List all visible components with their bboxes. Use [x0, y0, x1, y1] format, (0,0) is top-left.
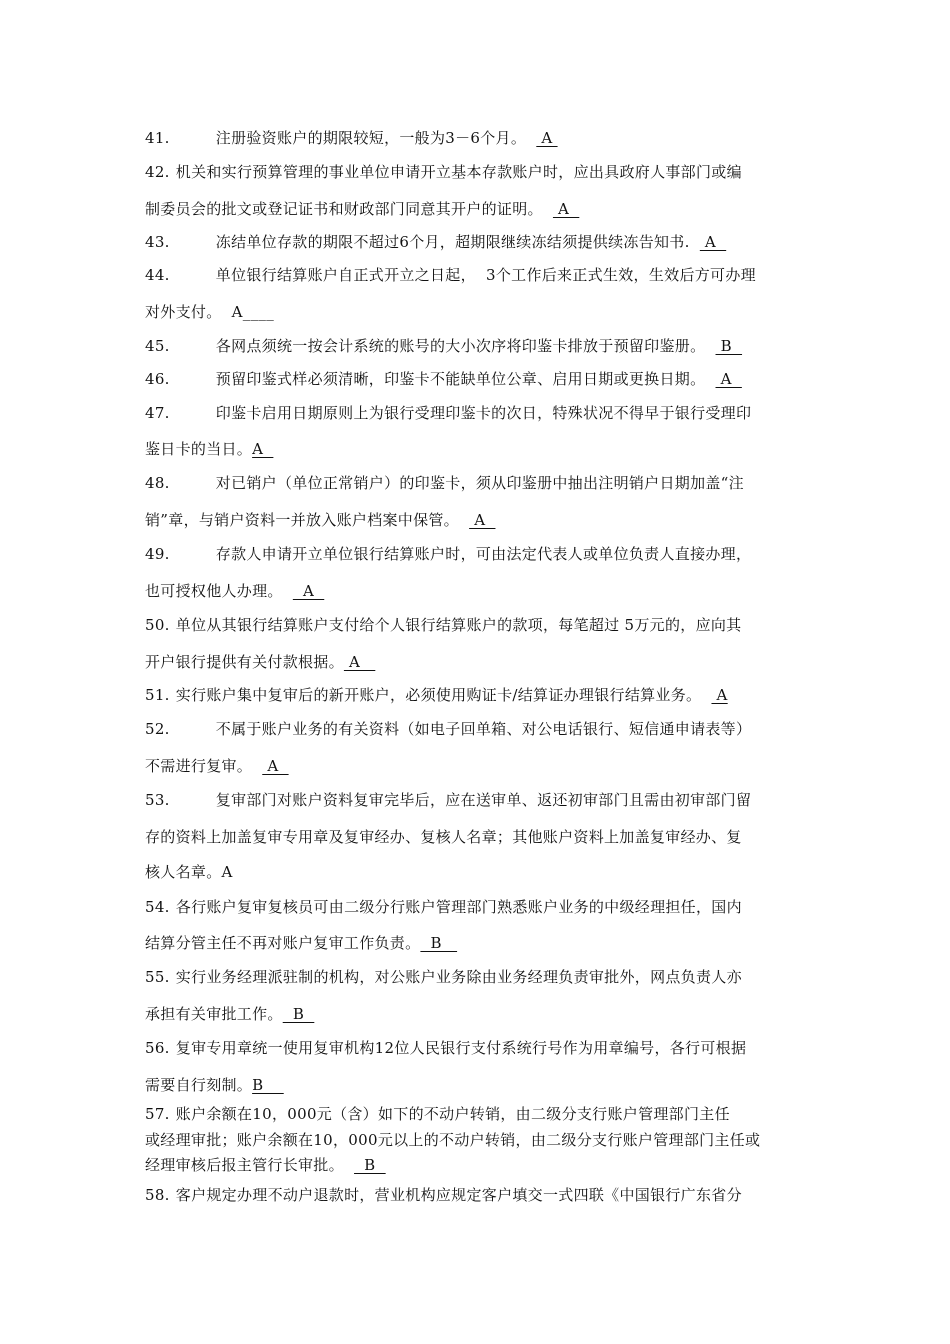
- answer-43: A: [699, 233, 727, 251]
- question-52-line-1: 52. 不属于账户业务的有关资料（如电子回单箱、对公电话银行、短信通申请表等）: [145, 720, 752, 738]
- answer-51: A: [711, 686, 728, 704]
- question-44-line-2: 对外支付。 A____: [145, 303, 274, 321]
- question-51: 51. 实行账户集中复审后的新开账户，必须使用购证卡/结算证办理银行结算业务。 A: [145, 686, 728, 704]
- answer-55: B: [282, 1005, 315, 1023]
- answer-45: B: [715, 337, 743, 355]
- question-48-line-1: 48. 对已销户（单位正常销户）的印鉴卡，须从印鉴册中抽出注明销户日期加盖“注: [145, 474, 744, 492]
- answer-46: A: [715, 370, 742, 388]
- question-53-line-1: 53. 复审部门对账户资料复审完毕后，应在送审单、返还初审部门且需由初审部门留: [145, 791, 752, 809]
- question-54-line-1: 54. 各行账户复审复核员可由二级分行账户管理部门熟悉账户业务的中级经理担任，国内: [145, 898, 742, 916]
- question-45: 45. 各网点须统一按会计系统的账号的大小次序将印鉴卡排放于预留印鉴册。 B: [145, 337, 743, 355]
- question-41: 41. 注册验资账户的期限较短，一般为3－6个月。 A: [145, 129, 558, 147]
- question-58-line-1: 58. 客户规定办理不动户退款时，营业机构应规定客户填交一式四联《中国银行广东省分: [145, 1186, 742, 1204]
- question-56-line-1: 56. 复审专用章统一使用复审机构12位人民银行支付系统行号作为用章编号，各行可根据: [145, 1039, 747, 1057]
- question-43: 43. 冻结单位存款的期限不超过6个月，超期限继续冻结须提供续冻告知书. A: [145, 233, 727, 251]
- question-56-line-2: 需要自行刻制。B: [145, 1076, 284, 1094]
- question-50-line-2: 开户银行提供有关付款根据。 A: [145, 653, 376, 671]
- question-55-line-1: 55. 实行业务经理派驻制的机构，对公账户业务除由业务经理负责审批外，网点负责人亦: [145, 968, 742, 986]
- question-46: 46. 预留印鉴式样必须清晰，印鉴卡不能缺单位公章、启用日期或更换日期。 A: [145, 370, 742, 388]
- question-42-line-1: 42. 机关和实行预算管理的事业单位申请开立基本存款账户时，应出具政府人事部门或编: [145, 163, 742, 181]
- answer-48: A: [469, 511, 496, 529]
- answer-41: A: [536, 129, 558, 147]
- answer-56: B: [252, 1076, 284, 1094]
- answer-52: A: [262, 757, 289, 775]
- question-53-line-2: 存的资料上加盖复审专用章及复审经办、复核人名章；其他账户资料上加盖复审经办、复: [145, 828, 742, 846]
- answer-50: A: [343, 653, 376, 671]
- question-49-line-2: 也可授权他人办理。 A: [145, 582, 325, 600]
- question-57-line-3: 经理审核后报主管行长审批。 B: [145, 1156, 386, 1174]
- question-57-line-1: 57. 账户余额在10，000元（含）如下的不动户转销，由二级分支行账户管理部门主任: [145, 1105, 730, 1123]
- answer-54: B: [420, 934, 458, 952]
- question-47-line-2: 鉴日卡的当日。A: [145, 440, 274, 458]
- question-47-line-1: 47. 印鉴卡启用日期原则上为银行受理印鉴卡的次日，特殊状况不得早于银行受理印: [145, 404, 752, 422]
- question-52-line-2: 不需进行复审。 A: [145, 757, 289, 775]
- question-49-line-1: 49. 存款人申请开立单位银行结算账户时，可由法定代表人或单位负责人直接办理，: [145, 545, 752, 563]
- answer-57: B: [354, 1156, 386, 1174]
- question-55-line-2: 承担有关审批工作。 B: [145, 1005, 315, 1023]
- answer-47: A: [252, 440, 274, 458]
- answer-49: A: [292, 582, 325, 600]
- question-48-line-2: 销”章，与销户资料一并放入账户档案中保管。 A: [145, 511, 496, 529]
- question-54-line-2: 结算分管主任不再对账户复审工作负责。 B: [145, 934, 458, 952]
- answer-44: A____: [231, 303, 274, 321]
- question-44-line-1: 44. 单位银行结算账户自正式开立之日起， 3个工作后来正式生效，生效后方可办理: [145, 266, 756, 284]
- answer-42: A: [552, 200, 580, 218]
- question-57-line-2: 或经理审批；账户余额在10，000元以上的不动户转销，由二级分支行账户管理部门主任或: [145, 1131, 761, 1149]
- question-50-line-1: 50. 单位从其银行结算账户支付给个人银行结算账户的款项，每笔超过 5万元的，应向其: [145, 616, 742, 634]
- question-53-line-3: 核人名章。A: [145, 863, 233, 881]
- question-42-line-2: 制委员会的批文或登记证书和财政部门同意其开户的证明。 A: [145, 200, 580, 218]
